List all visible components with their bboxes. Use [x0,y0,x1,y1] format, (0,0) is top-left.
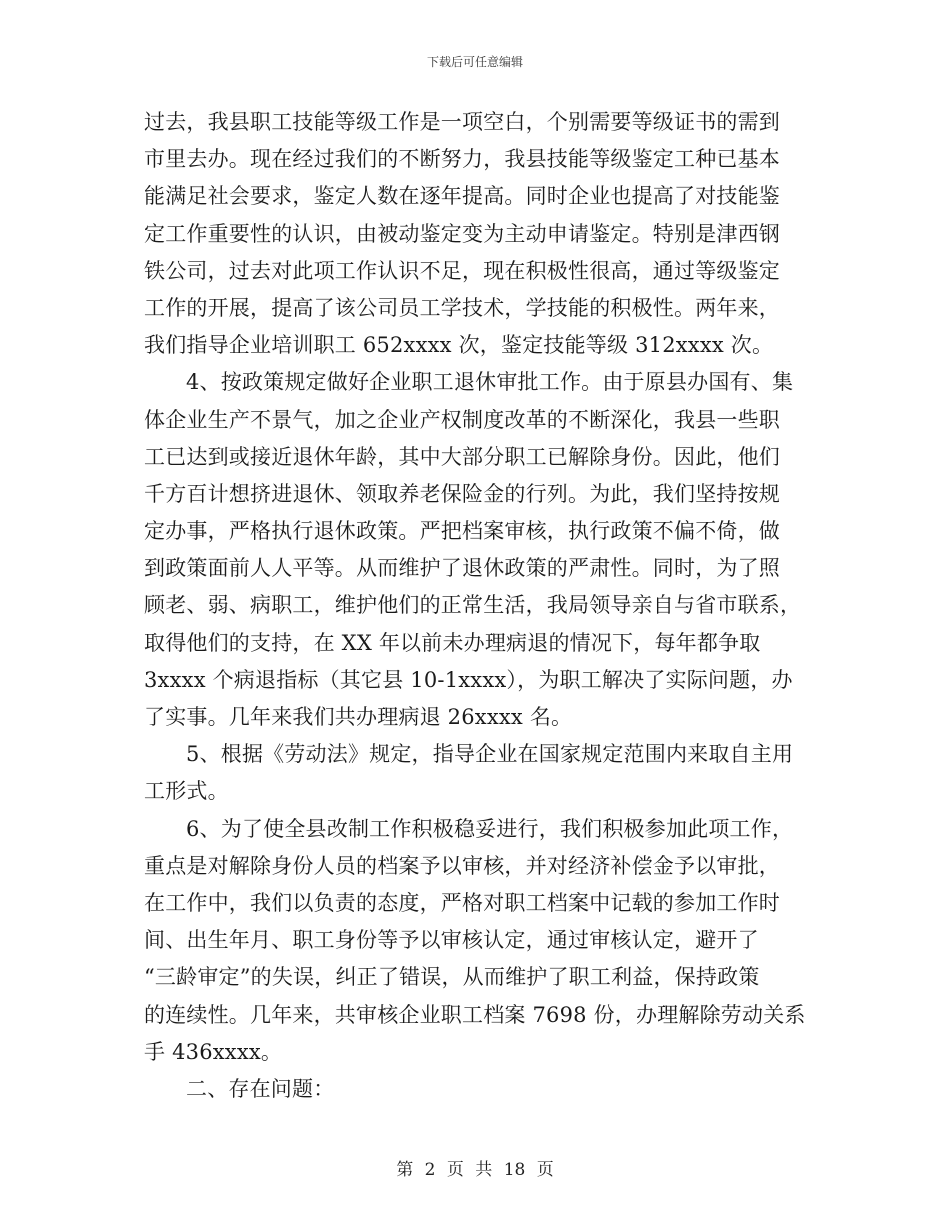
text-line: 了实事。几年来我们共办理病退 26xxxx 名。 [144,705,573,729]
text-line: 体企业生产不景气，加之企业产权制度改革的不断深化，我县一些职 [144,407,780,432]
text-line: 过去，我县职工技能等级工作是一项空白，个别需要等级证书的需到 [144,110,780,134]
text-line: 顾老、弱、病职工，维护他们的正常生活，我局领导亲自与省市联系， [144,593,802,618]
text-line: 的连续性。几年来，共审核企业职工档案 7698 份，办理解除劳动关系 [144,1002,806,1027]
page-number-footer: 第 2 页 共 18 页 [396,1160,554,1180]
text-line: 工已达到或接近退休年龄，其中大部分职工已解除身份。因此，他们 [144,444,780,469]
text-line: 定办事，严格执行退休政策。严把档案审核，执行政策不偏不倚，做 [144,519,780,544]
text-line: 市里去办。现在经过我们的不断努力，我县技能等级鉴定工种已基本 [144,147,780,172]
text-line: 到政策面前人人平等。从而维护了退休政策的严肃性。同时，为了照 [144,556,780,581]
text-line: 间、出生年月、职工身份等予以审核认定，通过审核认定，避开了 [144,928,759,953]
page-header-note: 下载后可任意编辑 [426,55,523,69]
text-line: 重点是对解除身份人员的档案予以审核，并对经济补偿金予以审批， [144,853,780,878]
text-line: 定工作重要性的认识，由被动鉴定变为主动申请鉴定。特别是津西钢 [144,221,780,246]
text-line: 铁公司，过去对此项工作认识不足，现在积极性很高，通过等级鉴定 [144,258,780,283]
document-body [144,104,816,1108]
text-line: 千方百计想挤进退休、领取养老保险金的行列。为此，我们坚持按规 [144,481,780,506]
text-line: 手 436xxxx。 [144,1039,283,1064]
text-line: 工作的开展，提高了该公司员工学技术，学技能的积极性。两年来， [144,295,780,320]
paragraph-start-line: 5、根据《劳动法》规定，指导企业在国家规定范围内来取自主用 [186,742,794,767]
text-line: 在工作中，我们以负责的态度，严格对职工档案中记载的参加工作时 [144,890,780,915]
section-heading: 二、存在问题： [186,1076,335,1101]
paragraph-start-line: 6、为了使全县改制工作积极稳妥进行，我们积极参加此项工作， [186,816,794,841]
text-line: 3xxxx 个病退指标（其它县 10-1xxxx），为职工解决了实际问题，办 [144,667,793,692]
paragraph-start-line: 4、按政策规定做好企业职工退休审批工作。由于原县办国有、集 [186,370,794,395]
text-line: 我们指导企业培训职工 652xxxx 次，鉴定技能等级 312xxxx 次。 [144,333,774,358]
text-line: 取得他们的支持，在 XX 年以前未办理病退的情况下，每年都争取 [144,630,761,655]
text-line: 工形式。 [144,779,229,804]
text-line: 能满足社会要求，鉴定人数在逐年提高。同时企业也提高了对技能鉴 [144,184,780,209]
text-line: “三龄审定”的失误，纠正了错误，从而维护了职工利益，保持政策 [144,965,760,990]
